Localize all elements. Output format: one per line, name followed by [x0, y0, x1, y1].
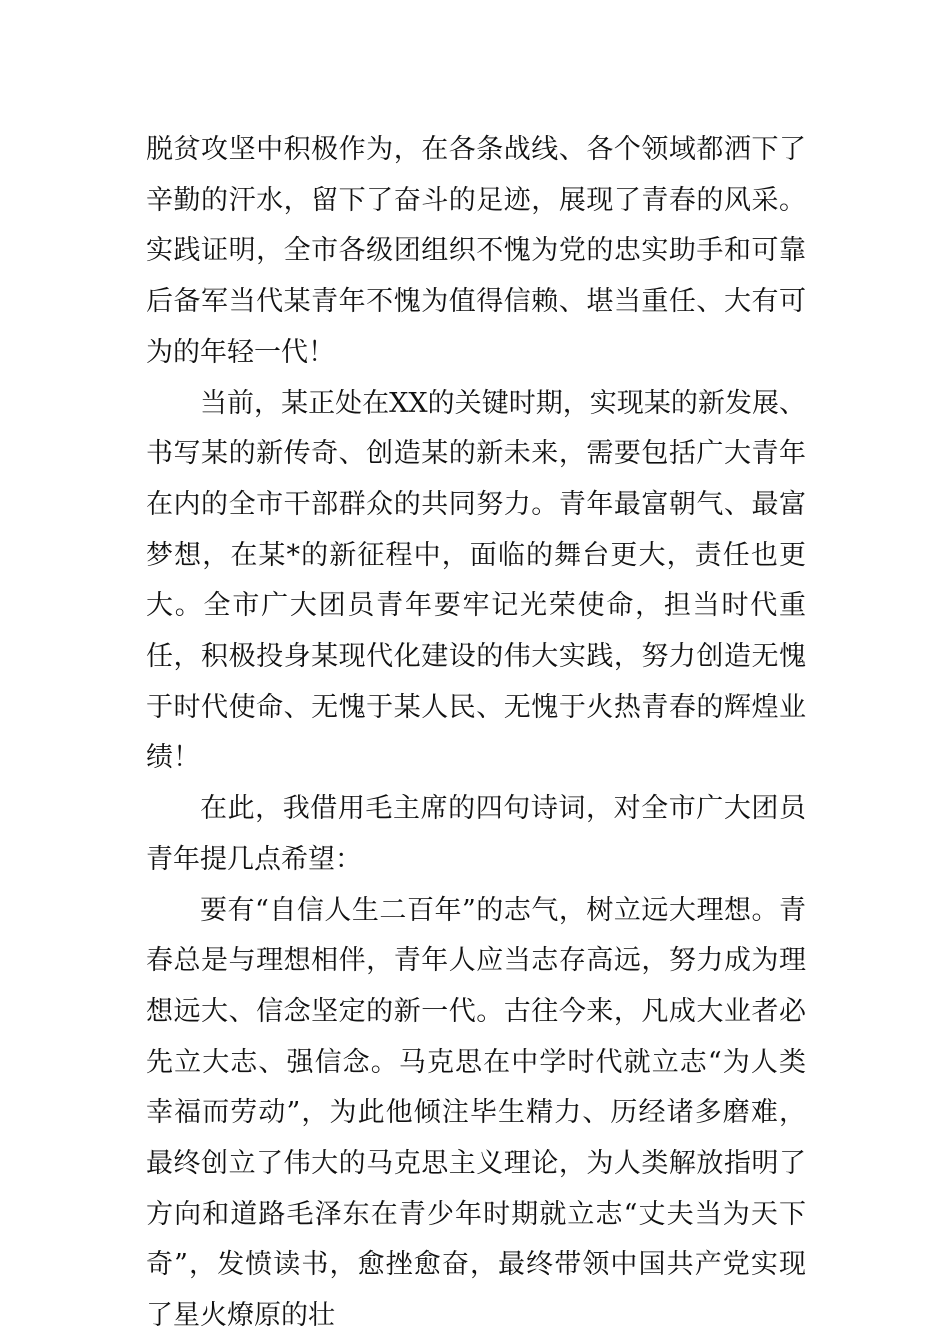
paragraph-current-period: 当前，某正处在XX的关键时期，实现某的新发展、书写某的新传奇、创造某的新未来，需要包括广大青年在内的全市干部群众的共同努力。青年最富朝气、最富梦想，在某*的新征程中，面临的舞台更大，责任也更大。全市广大团员青年要牢记光荣使命，担当时代重任，积极投身某现代化建设的伟大实践，努力创造无愧于时代使命、无愧于某人民、无愧于火热青春的辉煌业绩！ [146, 387, 806, 774]
paragraph-ambition: 要有“自信人生二百年”的志气，树立远大理想。青春总是与理想相伴，青年人应当志存高远，努力成为理想远大、信念坚定的新一代。古往今来，凡成大业者必先立大志、强信念。马克思在中学时代就立志“为人类幸福而劳动”，为此他倾注毕生精力、历经诸多磨难，最终创立了伟大的马克思主义理论，为人类解放指明了方向和道路毛泽东在青少年时期就立志“丈夫当为天下奇”，发愤读书，愈挫愈奋，最终带领中国共产党实现了星火燎原的壮 [146, 894, 806, 1332]
paragraph-hopes-intro: 在此，我借用毛主席的四句诗词，对全市广大团员青年提几点希望： [146, 793, 806, 875]
document-body [146, 125, 806, 1342]
paragraph-continued: 脱贫攻坚中积极作为，在各条战线、各个领域都洒下了辛勤的汗水，留下了奋斗的足迹，展现了青春的风采。实践证明，全市各级团组织不愧为党的忠实助手和可靠后备军当代某青年不愧为值得信赖、堪当重任、大有可为的年轻一代！ [146, 134, 806, 368]
